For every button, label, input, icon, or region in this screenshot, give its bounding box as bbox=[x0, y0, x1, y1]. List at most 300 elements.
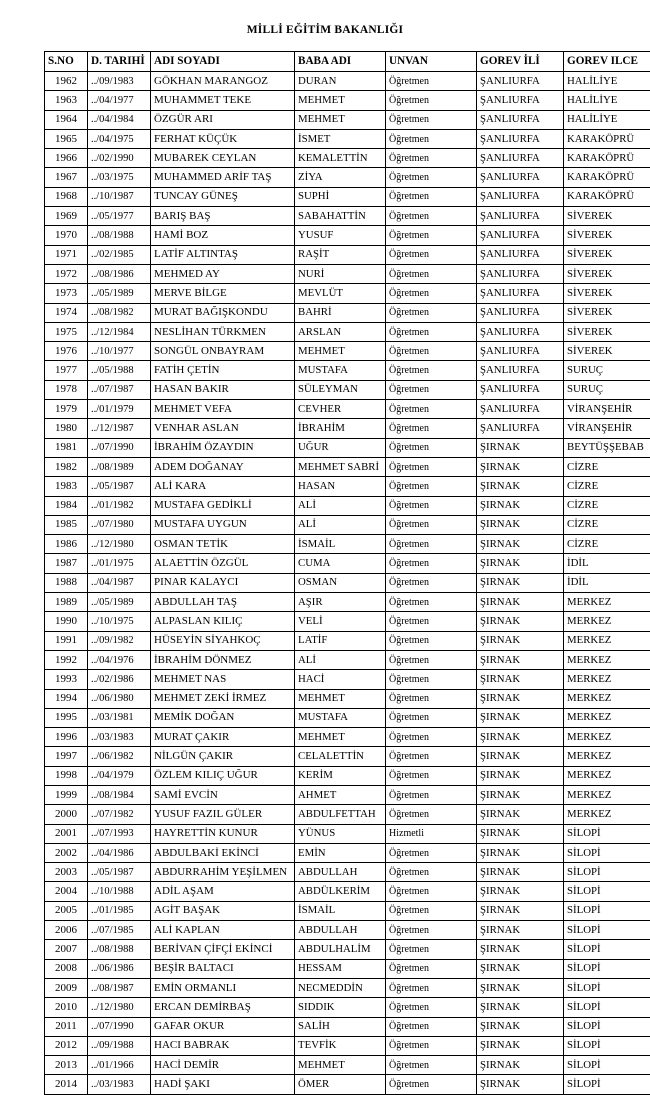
cell-sno: 1996 bbox=[45, 728, 88, 747]
cell-birthdate: ../07/1985 bbox=[88, 921, 151, 940]
cell-fullname: PINAR KALAYCI bbox=[151, 573, 295, 592]
cell-title: Öğretmen bbox=[386, 168, 477, 187]
cell-birthdate: ../06/1986 bbox=[88, 959, 151, 978]
cell-district: SİLOPİ bbox=[564, 921, 650, 940]
table-row bbox=[45, 245, 650, 264]
cell-fullname: HADİ ŞAKI bbox=[151, 1075, 295, 1094]
table-row bbox=[45, 593, 650, 612]
cell-birthdate: ../01/1985 bbox=[88, 901, 151, 920]
table-row bbox=[45, 1056, 650, 1075]
column-header-birthdate: D. TARIHİ bbox=[88, 52, 151, 72]
cell-title: Öğretmen bbox=[386, 805, 477, 824]
cell-sno: 2007 bbox=[45, 940, 88, 959]
cell-fathername: HESSAM bbox=[295, 959, 386, 978]
cell-title: Öğretmen bbox=[386, 843, 477, 862]
cell-birthdate: ../06/1982 bbox=[88, 747, 151, 766]
cell-fathername: ABDULFETTAH bbox=[295, 805, 386, 824]
cell-title: Öğretmen bbox=[386, 650, 477, 669]
cell-district: MERKEZ bbox=[564, 747, 650, 766]
cell-district: SİLOPİ bbox=[564, 1036, 650, 1055]
cell-fathername: MEHMET bbox=[295, 1056, 386, 1075]
cell-birthdate: ../04/1977 bbox=[88, 91, 151, 110]
cell-fathername: CELALETTİN bbox=[295, 747, 386, 766]
cell-birthdate: ../08/1989 bbox=[88, 457, 151, 476]
cell-birthdate: ../03/1981 bbox=[88, 708, 151, 727]
cell-birthdate: ../07/1982 bbox=[88, 805, 151, 824]
cell-birthdate: ../10/1988 bbox=[88, 882, 151, 901]
cell-title: Öğretmen bbox=[386, 670, 477, 689]
cell-sno: 1965 bbox=[45, 129, 88, 148]
cell-district: MERKEZ bbox=[564, 785, 650, 804]
cell-district: VİRANŞEHİR bbox=[564, 419, 650, 438]
cell-fullname: FERHAT KÜÇÜK bbox=[151, 129, 295, 148]
cell-title: Öğretmen bbox=[386, 245, 477, 264]
cell-province: ŞANLIURFA bbox=[477, 264, 564, 283]
cell-fullname: ABDULBAKİ EKİNCİ bbox=[151, 843, 295, 862]
cell-fathername: ARSLAN bbox=[295, 322, 386, 341]
cell-fullname: EMİN ORMANLI bbox=[151, 978, 295, 997]
cell-title: Öğretmen bbox=[386, 72, 477, 91]
cell-fullname: MURAT ÇAKIR bbox=[151, 728, 295, 747]
cell-district: SİLOPİ bbox=[564, 940, 650, 959]
cell-birthdate: ../12/1987 bbox=[88, 419, 151, 438]
cell-birthdate: ../08/1988 bbox=[88, 226, 151, 245]
cell-province: ŞIRNAK bbox=[477, 882, 564, 901]
table-row bbox=[45, 940, 650, 959]
cell-fullname: MUHAMMET TEKE bbox=[151, 91, 295, 110]
cell-fathername: ZİYA bbox=[295, 168, 386, 187]
cell-title: Öğretmen bbox=[386, 689, 477, 708]
cell-birthdate: ../02/1985 bbox=[88, 245, 151, 264]
cell-sno: 1969 bbox=[45, 207, 88, 226]
table-row bbox=[45, 187, 650, 206]
cell-sno: 1967 bbox=[45, 168, 88, 187]
cell-sno: 1988 bbox=[45, 573, 88, 592]
cell-province: ŞIRNAK bbox=[477, 573, 564, 592]
cell-title: Öğretmen bbox=[386, 110, 477, 129]
cell-district: MERKEZ bbox=[564, 708, 650, 727]
cell-province: ŞIRNAK bbox=[477, 670, 564, 689]
cell-province: ŞANLIURFA bbox=[477, 129, 564, 148]
cell-fathername: RAŞİT bbox=[295, 245, 386, 264]
cell-fathername: SUPHİ bbox=[295, 187, 386, 206]
cell-sno: 1985 bbox=[45, 515, 88, 534]
cell-birthdate: ../10/1977 bbox=[88, 342, 151, 361]
cell-title: Öğretmen bbox=[386, 1017, 477, 1036]
cell-title: Öğretmen bbox=[386, 978, 477, 997]
table-row bbox=[45, 959, 650, 978]
cell-title: Öğretmen bbox=[386, 593, 477, 612]
cell-birthdate: ../07/1993 bbox=[88, 824, 151, 843]
cell-province: ŞIRNAK bbox=[477, 554, 564, 573]
cell-sno: 1978 bbox=[45, 380, 88, 399]
cell-district: MERKEZ bbox=[564, 670, 650, 689]
cell-birthdate: ../01/1975 bbox=[88, 554, 151, 573]
cell-fullname: MURAT BAĞIŞKONDU bbox=[151, 303, 295, 322]
cell-title: Öğretmen bbox=[386, 400, 477, 419]
cell-fullname: MUSTAFA UYGUN bbox=[151, 515, 295, 534]
cell-fathername: ABDULLAH bbox=[295, 863, 386, 882]
table-row bbox=[45, 457, 650, 476]
cell-birthdate: ../04/1984 bbox=[88, 110, 151, 129]
cell-title: Öğretmen bbox=[386, 515, 477, 534]
cell-district: HALİLİYE bbox=[564, 110, 650, 129]
cell-province: ŞIRNAK bbox=[477, 959, 564, 978]
table-row bbox=[45, 419, 650, 438]
cell-province: ŞANLIURFA bbox=[477, 110, 564, 129]
cell-birthdate: ../05/1988 bbox=[88, 361, 151, 380]
cell-province: ŞIRNAK bbox=[477, 631, 564, 650]
cell-fathername: İSMAİL bbox=[295, 901, 386, 920]
cell-title: Öğretmen bbox=[386, 1075, 477, 1094]
cell-fullname: MEHMET NAS bbox=[151, 670, 295, 689]
cell-sno: 1995 bbox=[45, 708, 88, 727]
cell-district: KARAKÖPRÜ bbox=[564, 168, 650, 187]
cell-fathername: ABDULHALİM bbox=[295, 940, 386, 959]
cell-province: ŞIRNAK bbox=[477, 747, 564, 766]
cell-fullname: GAFAR OKUR bbox=[151, 1017, 295, 1036]
cell-title: Öğretmen bbox=[386, 477, 477, 496]
cell-birthdate: ../01/1979 bbox=[88, 400, 151, 419]
cell-fathername: ALİ bbox=[295, 496, 386, 515]
cell-sno: 1992 bbox=[45, 650, 88, 669]
cell-title: Öğretmen bbox=[386, 612, 477, 631]
cell-title: Öğretmen bbox=[386, 1036, 477, 1055]
cell-fullname: GÖKHAN MARANGOZ bbox=[151, 72, 295, 91]
cell-fullname: NESLİHAN TÜRKMEN bbox=[151, 322, 295, 341]
cell-sno: 1976 bbox=[45, 342, 88, 361]
cell-birthdate: ../12/1980 bbox=[88, 535, 151, 554]
cell-province: ŞANLIURFA bbox=[477, 322, 564, 341]
cell-birthdate: ../09/1983 bbox=[88, 72, 151, 91]
cell-fullname: OSMAN TETİK bbox=[151, 535, 295, 554]
cell-fathername: NECMEDDİN bbox=[295, 978, 386, 997]
cell-title: Öğretmen bbox=[386, 882, 477, 901]
cell-birthdate: ../05/1989 bbox=[88, 593, 151, 612]
cell-title: Öğretmen bbox=[386, 535, 477, 554]
cell-birthdate: ../08/1988 bbox=[88, 940, 151, 959]
cell-birthdate: ../08/1987 bbox=[88, 978, 151, 997]
cell-sno: 2012 bbox=[45, 1036, 88, 1055]
table-row bbox=[45, 149, 650, 168]
cell-district: SURUÇ bbox=[564, 380, 650, 399]
cell-province: ŞANLIURFA bbox=[477, 303, 564, 322]
table-row bbox=[45, 496, 650, 515]
column-header-fullname: ADI SOYADI bbox=[151, 52, 295, 72]
cell-fullname: HAYRETTİN KUNUR bbox=[151, 824, 295, 843]
table-row bbox=[45, 631, 650, 650]
cell-province: ŞIRNAK bbox=[477, 940, 564, 959]
cell-fullname: ALİ KARA bbox=[151, 477, 295, 496]
cell-birthdate: ../03/1983 bbox=[88, 1075, 151, 1094]
cell-province: ŞIRNAK bbox=[477, 1075, 564, 1094]
table-row bbox=[45, 728, 650, 747]
cell-fathername: MEHMET bbox=[295, 689, 386, 708]
cell-district: SİLOPİ bbox=[564, 863, 650, 882]
cell-fathername: OSMAN bbox=[295, 573, 386, 592]
cell-sno: 1974 bbox=[45, 303, 88, 322]
cell-district: KARAKÖPRÜ bbox=[564, 187, 650, 206]
table-row bbox=[45, 747, 650, 766]
cell-fathername: ALİ bbox=[295, 650, 386, 669]
cell-province: ŞIRNAK bbox=[477, 1056, 564, 1075]
cell-birthdate: ../01/1966 bbox=[88, 1056, 151, 1075]
cell-sno: 1979 bbox=[45, 400, 88, 419]
personnel-table bbox=[44, 51, 650, 1095]
cell-district: CİZRE bbox=[564, 457, 650, 476]
cell-fullname: ADİL AŞAM bbox=[151, 882, 295, 901]
cell-title: Öğretmen bbox=[386, 129, 477, 148]
cell-district: SİVEREK bbox=[564, 226, 650, 245]
cell-birthdate: ../04/1986 bbox=[88, 843, 151, 862]
table-row bbox=[45, 689, 650, 708]
cell-sno: 1982 bbox=[45, 457, 88, 476]
cell-birthdate: ../01/1982 bbox=[88, 496, 151, 515]
cell-fathername: İSMET bbox=[295, 129, 386, 148]
cell-fullname: ALAETTİN ÖZGÜL bbox=[151, 554, 295, 573]
cell-fullname: HACI BABRAK bbox=[151, 1036, 295, 1055]
cell-province: ŞIRNAK bbox=[477, 477, 564, 496]
cell-province: ŞANLIURFA bbox=[477, 187, 564, 206]
cell-province: ŞANLIURFA bbox=[477, 226, 564, 245]
cell-sno: 1972 bbox=[45, 264, 88, 283]
cell-sno: 1963 bbox=[45, 91, 88, 110]
cell-fullname: TUNCAY GÜNEŞ bbox=[151, 187, 295, 206]
cell-province: ŞIRNAK bbox=[477, 728, 564, 747]
cell-sno: 1968 bbox=[45, 187, 88, 206]
cell-title: Öğretmen bbox=[386, 631, 477, 650]
cell-fullname: LATİF ALTINTAŞ bbox=[151, 245, 295, 264]
cell-fullname: İBRAHİM DÖNMEZ bbox=[151, 650, 295, 669]
table-row bbox=[45, 612, 650, 631]
cell-title: Öğretmen bbox=[386, 284, 477, 303]
cell-sno: 1994 bbox=[45, 689, 88, 708]
cell-title: Öğretmen bbox=[386, 747, 477, 766]
cell-sno: 1984 bbox=[45, 496, 88, 515]
cell-district: SİLOPİ bbox=[564, 1017, 650, 1036]
table-row bbox=[45, 110, 650, 129]
cell-sno: 1993 bbox=[45, 670, 88, 689]
cell-birthdate: ../10/1975 bbox=[88, 612, 151, 631]
cell-birthdate: ../02/1986 bbox=[88, 670, 151, 689]
cell-sno: 1962 bbox=[45, 72, 88, 91]
cell-fullname: ERCAN DEMİRBAŞ bbox=[151, 998, 295, 1017]
cell-fathername: MEVLÜT bbox=[295, 284, 386, 303]
cell-birthdate: ../05/1977 bbox=[88, 207, 151, 226]
cell-fullname: ADEM DOĞANAY bbox=[151, 457, 295, 476]
cell-title: Öğretmen bbox=[386, 785, 477, 804]
cell-province: ŞIRNAK bbox=[477, 998, 564, 1017]
cell-title: Öğretmen bbox=[386, 1056, 477, 1075]
table-row bbox=[45, 91, 650, 110]
cell-fathername: AŞIR bbox=[295, 593, 386, 612]
cell-fathername: YUSUF bbox=[295, 226, 386, 245]
table-row bbox=[45, 843, 650, 862]
cell-fathername: SALİH bbox=[295, 1017, 386, 1036]
cell-district: SİLOPİ bbox=[564, 843, 650, 862]
cell-fullname: HÜSEYİN SİYAHKOÇ bbox=[151, 631, 295, 650]
cell-title: Öğretmen bbox=[386, 708, 477, 727]
cell-birthdate: ../09/1982 bbox=[88, 631, 151, 650]
cell-fathername: ABDÜLKERİM bbox=[295, 882, 386, 901]
cell-birthdate: ../07/1987 bbox=[88, 380, 151, 399]
cell-birthdate: ../12/1980 bbox=[88, 998, 151, 1017]
cell-title: Öğretmen bbox=[386, 728, 477, 747]
table-row bbox=[45, 400, 650, 419]
cell-birthdate: ../04/1979 bbox=[88, 766, 151, 785]
cell-fullname: FATİH ÇETİN bbox=[151, 361, 295, 380]
cell-title: Öğretmen bbox=[386, 766, 477, 785]
cell-title: Öğretmen bbox=[386, 959, 477, 978]
cell-sno: 2011 bbox=[45, 1017, 88, 1036]
cell-fullname: MEHMET VEFA bbox=[151, 400, 295, 419]
cell-district: SİVEREK bbox=[564, 284, 650, 303]
cell-province: ŞANLIURFA bbox=[477, 380, 564, 399]
cell-fullname: ALPASLAN KILIÇ bbox=[151, 612, 295, 631]
cell-fullname: ALİ KAPLAN bbox=[151, 921, 295, 940]
cell-sno: 1997 bbox=[45, 747, 88, 766]
cell-birthdate: ../04/1976 bbox=[88, 650, 151, 669]
cell-birthdate: ../09/1988 bbox=[88, 1036, 151, 1055]
cell-fathername: SIDDIK bbox=[295, 998, 386, 1017]
cell-title: Öğretmen bbox=[386, 91, 477, 110]
table-row bbox=[45, 554, 650, 573]
column-header-district: GOREV ILCE bbox=[564, 52, 650, 72]
cell-fathername: ABDULLAH bbox=[295, 921, 386, 940]
table-row bbox=[45, 573, 650, 592]
table-row bbox=[45, 207, 650, 226]
cell-fullname: MERVE BİLGE bbox=[151, 284, 295, 303]
table-row bbox=[45, 361, 650, 380]
cell-district: SİLOPİ bbox=[564, 824, 650, 843]
cell-province: ŞIRNAK bbox=[477, 863, 564, 882]
cell-fullname: BERİVAN ÇİFÇİ EKİNCİ bbox=[151, 940, 295, 959]
cell-fathername: ALİ bbox=[295, 515, 386, 534]
cell-district: KARAKÖPRÜ bbox=[564, 129, 650, 148]
cell-sno: 1966 bbox=[45, 149, 88, 168]
cell-province: ŞIRNAK bbox=[477, 805, 564, 824]
cell-title: Öğretmen bbox=[386, 496, 477, 515]
cell-sno: 2003 bbox=[45, 863, 88, 882]
cell-title: Öğretmen bbox=[386, 207, 477, 226]
cell-district: SİVEREK bbox=[564, 207, 650, 226]
cell-district: MERKEZ bbox=[564, 631, 650, 650]
cell-title: Öğretmen bbox=[386, 438, 477, 457]
table-row bbox=[45, 650, 650, 669]
cell-title: Öğretmen bbox=[386, 380, 477, 399]
cell-sno: 2005 bbox=[45, 901, 88, 920]
cell-title: Öğretmen bbox=[386, 901, 477, 920]
table-row bbox=[45, 380, 650, 399]
cell-fathername: ÖMER bbox=[295, 1075, 386, 1094]
cell-district: CİZRE bbox=[564, 535, 650, 554]
cell-district: SİLOPİ bbox=[564, 882, 650, 901]
cell-birthdate: ../07/1980 bbox=[88, 515, 151, 534]
cell-sno: 1989 bbox=[45, 593, 88, 612]
cell-district: MERKEZ bbox=[564, 593, 650, 612]
cell-title: Öğretmen bbox=[386, 419, 477, 438]
cell-fathername: BAHRİ bbox=[295, 303, 386, 322]
cell-birthdate: ../04/1987 bbox=[88, 573, 151, 592]
cell-fullname: MEHMED AY bbox=[151, 264, 295, 283]
cell-birthdate: ../07/1990 bbox=[88, 438, 151, 457]
cell-title: Öğretmen bbox=[386, 322, 477, 341]
cell-fullname: ABDULLAH TAŞ bbox=[151, 593, 295, 612]
cell-sno: 1990 bbox=[45, 612, 88, 631]
cell-province: ŞIRNAK bbox=[477, 515, 564, 534]
cell-province: ŞIRNAK bbox=[477, 593, 564, 612]
cell-fathername: MUSTAFA bbox=[295, 361, 386, 380]
cell-fullname: MEMİK DOĞAN bbox=[151, 708, 295, 727]
table-row bbox=[45, 72, 650, 91]
cell-province: ŞIRNAK bbox=[477, 612, 564, 631]
cell-fathername: KEMALETTİN bbox=[295, 149, 386, 168]
table-row bbox=[45, 998, 650, 1017]
cell-district: MERKEZ bbox=[564, 805, 650, 824]
cell-fathername: UĞUR bbox=[295, 438, 386, 457]
cell-title: Öğretmen bbox=[386, 554, 477, 573]
cell-birthdate: ../02/1990 bbox=[88, 149, 151, 168]
cell-province: ŞANLIURFA bbox=[477, 72, 564, 91]
cell-sno: 1983 bbox=[45, 477, 88, 496]
cell-birthdate: ../07/1990 bbox=[88, 1017, 151, 1036]
table-row bbox=[45, 766, 650, 785]
table-row bbox=[45, 477, 650, 496]
cell-fathername: SÜLEYMAN bbox=[295, 380, 386, 399]
cell-title: Öğretmen bbox=[386, 187, 477, 206]
cell-title: Öğretmen bbox=[386, 863, 477, 882]
table-row bbox=[45, 824, 650, 843]
cell-province: ŞANLIURFA bbox=[477, 284, 564, 303]
cell-sno: 2000 bbox=[45, 805, 88, 824]
cell-title: Öğretmen bbox=[386, 361, 477, 380]
table-row bbox=[45, 515, 650, 534]
cell-fullname: MUSTAFA GEDİKLİ bbox=[151, 496, 295, 515]
cell-district: SİLOPİ bbox=[564, 959, 650, 978]
table-header bbox=[45, 52, 650, 72]
cell-province: ŞIRNAK bbox=[477, 1017, 564, 1036]
cell-district: HALİLİYE bbox=[564, 72, 650, 91]
cell-district: MERKEZ bbox=[564, 728, 650, 747]
table-body bbox=[45, 72, 650, 1095]
table-header-row bbox=[45, 52, 650, 72]
cell-district: SİVEREK bbox=[564, 264, 650, 283]
cell-fathername: LATİF bbox=[295, 631, 386, 650]
cell-province: ŞIRNAK bbox=[477, 708, 564, 727]
cell-fullname: HACİ DEMİR bbox=[151, 1056, 295, 1075]
cell-province: ŞANLIURFA bbox=[477, 168, 564, 187]
cell-sno: 1991 bbox=[45, 631, 88, 650]
cell-sno: 1980 bbox=[45, 419, 88, 438]
column-header-title: UNVAN bbox=[386, 52, 477, 72]
cell-fullname: SONGÜL ONBAYRAM bbox=[151, 342, 295, 361]
cell-province: ŞIRNAK bbox=[477, 978, 564, 997]
cell-sno: 2013 bbox=[45, 1056, 88, 1075]
cell-fathername: HACİ bbox=[295, 670, 386, 689]
cell-district: SİLOPİ bbox=[564, 978, 650, 997]
cell-province: ŞIRNAK bbox=[477, 766, 564, 785]
cell-sno: 2014 bbox=[45, 1075, 88, 1094]
cell-district: İDİL bbox=[564, 573, 650, 592]
table-row bbox=[45, 438, 650, 457]
cell-district: MERKEZ bbox=[564, 766, 650, 785]
cell-sno: 1973 bbox=[45, 284, 88, 303]
cell-title: Öğretmen bbox=[386, 303, 477, 322]
table-row bbox=[45, 1017, 650, 1036]
cell-sno: 2004 bbox=[45, 882, 88, 901]
cell-sno: 1971 bbox=[45, 245, 88, 264]
cell-province: ŞANLIURFA bbox=[477, 245, 564, 264]
